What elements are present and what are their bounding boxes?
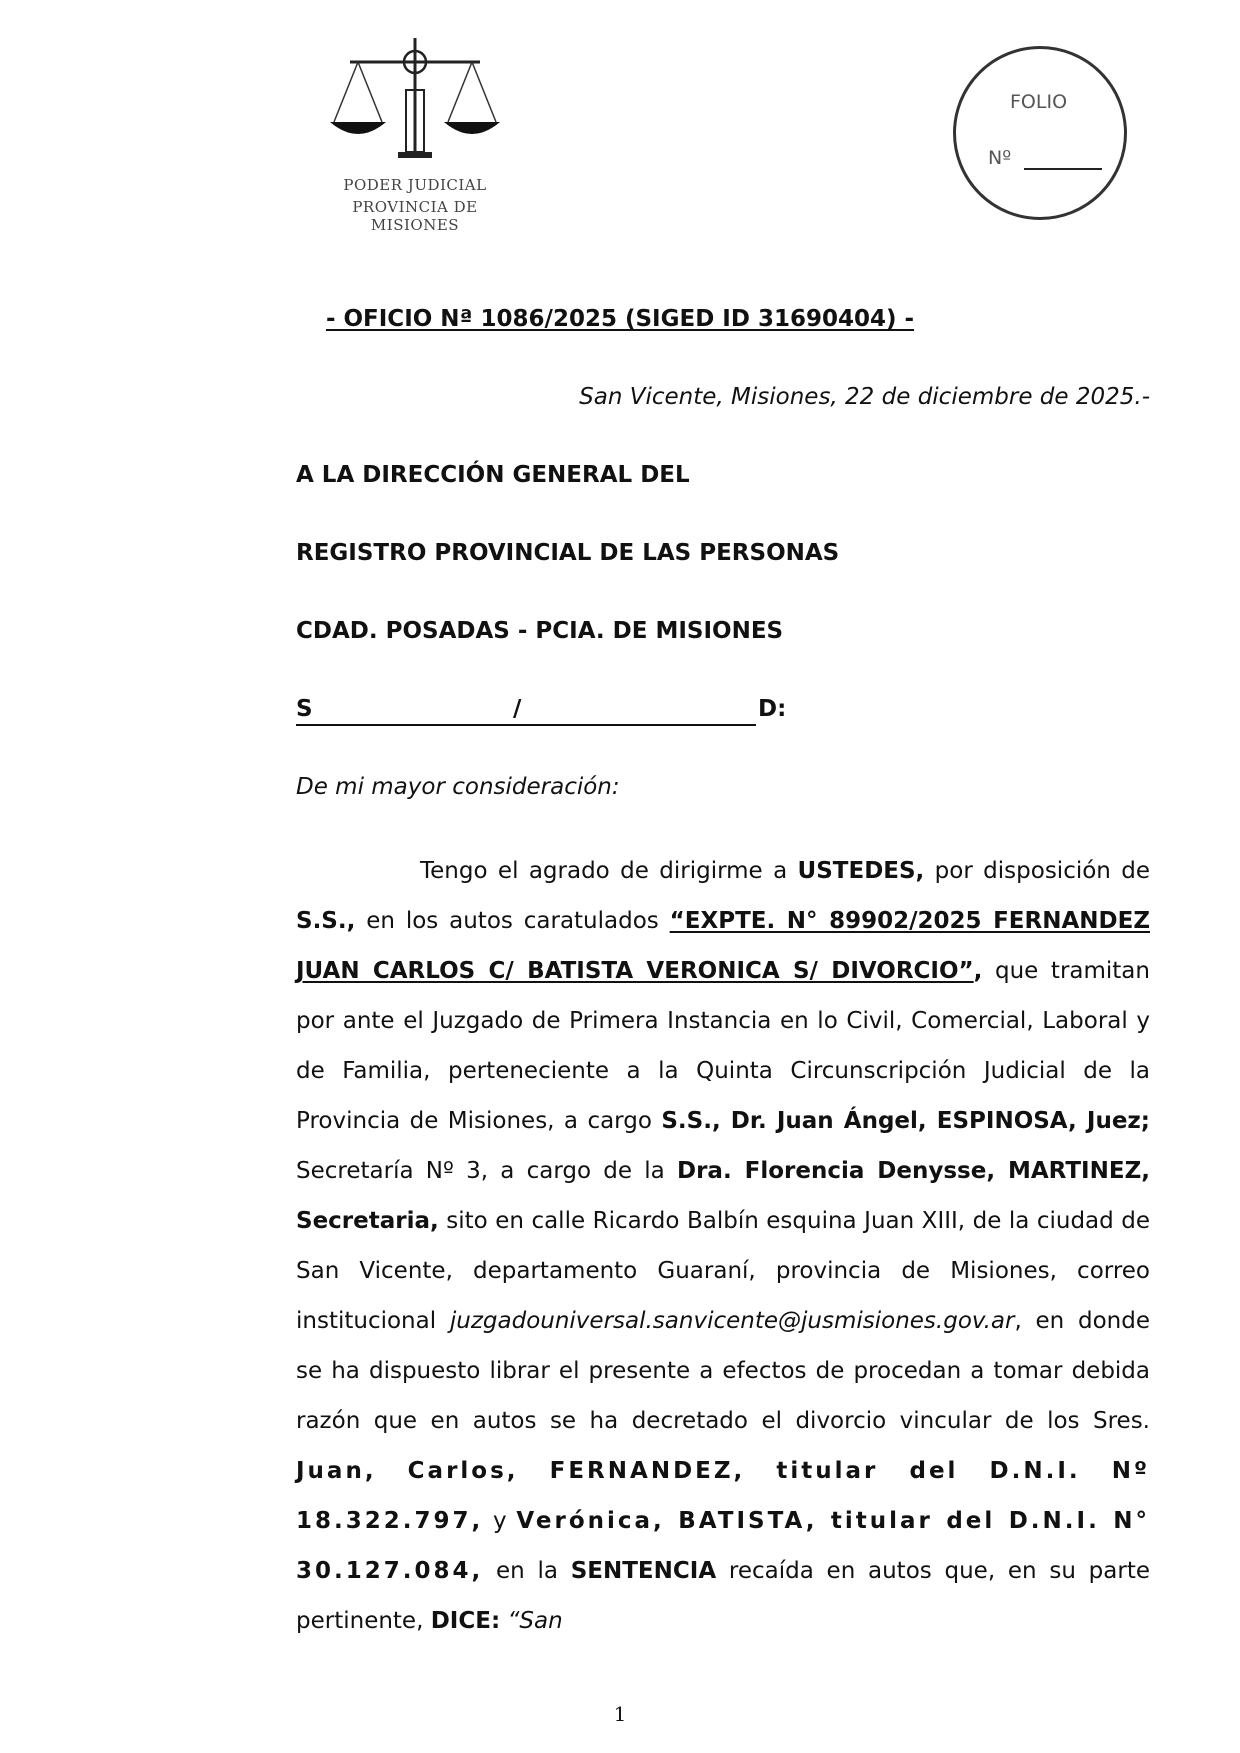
folio-label: FOLIO	[1010, 91, 1068, 113]
page-number: 1	[613, 1702, 627, 1726]
sd-slash: /	[513, 696, 522, 722]
body-text-segment: recaída en autos que, en su parte pertinente,	[296, 1558, 1150, 1634]
sd-s: S	[296, 696, 313, 722]
body-bold-sentencia: SENTENCIA	[570, 1558, 717, 1584]
addressee-line-2: REGISTRO PROVINCIAL DE LAS PERSONAS	[296, 540, 840, 566]
body-text-segment: Tengo el agrado de dirigirme a	[420, 858, 798, 884]
folio-stamp	[953, 46, 1127, 220]
sd-d: D:	[758, 696, 787, 722]
body-text-segment: en los autos caratulados	[355, 908, 670, 934]
body-bold-comma: ,	[973, 958, 983, 984]
body-text	[296, 846, 1150, 1646]
sd-underline	[296, 724, 756, 726]
folio-number-label: Nº	[988, 147, 1012, 169]
folio-number-line	[1024, 168, 1102, 170]
body-quote-start: “San	[507, 1608, 563, 1634]
body-text-segment: , en donde se ha dispuesto librar el presente a efectos de procedan a tomar debida razón que en autos se ha decretado el divorcio vincular de los Sres.	[296, 1308, 1150, 1434]
body-paragraph	[296, 846, 1150, 1646]
poder-judicial-logo	[310, 30, 520, 234]
addressee-line-1: A LA DIRECCIÓN GENERAL DEL	[296, 462, 690, 488]
body-bold-dice: DICE:	[430, 1608, 501, 1634]
sd-line	[296, 696, 786, 728]
body-text-segment: por disposición de	[924, 858, 1151, 884]
party-batista: Verónica, BATISTA, titular del D.N.I. N° 30.127.084,	[296, 1508, 1151, 1584]
body-bold-ustedes: USTEDES,	[797, 858, 925, 884]
addressee-line-3: CDAD. POSADAS - PCIA. DE MISIONES	[296, 618, 784, 644]
party-fernandez: Juan, Carlos, FERNANDEZ, titular del D.N.I. Nº 18.322.797,	[296, 1458, 1150, 1534]
logo-line-1: PODER JUDICIAL	[343, 176, 487, 194]
body-text-segment: en la	[483, 1558, 571, 1584]
body-text-segment: que tramitan por ante el Juzgado de Primera Instancia en lo Civil, Comercial, Laboral y de Familia, perteneciente a la Quinta Circunscripción Judicial de la Provincia de Misiones, a cargo	[296, 958, 1150, 1134]
body-bold-ss: S.S.,	[296, 908, 356, 934]
judge-name: S.S., Dr. Juan Ángel, ESPINOSA, Juez;	[661, 1108, 1151, 1134]
scales-of-justice-icon	[328, 30, 502, 170]
oficio-title-text: - OFICIO Nª 1086/2025 (SIGED ID 31690404) -	[325, 306, 915, 332]
greeting: De mi mayor consideración:	[296, 774, 620, 800]
logo-line-2: PROVINCIA DE MISIONES	[352, 198, 478, 234]
oficio-title	[0, 306, 1240, 332]
body-text-segment: Secretaría Nº 3, a cargo de la	[296, 1158, 677, 1184]
case-caption: “EXPTE. N° 89902/2025 FERNANDEZ JUAN CARLOS C/ BATISTA VERONICA S/ DIVORCIO”	[296, 908, 1151, 984]
institutional-email: juzgadouniversal.sanvicente@jusmisiones.gov.ar	[449, 1308, 1015, 1334]
body-text-segment: y	[483, 1508, 517, 1534]
body-text-segment: sito en calle Ricardo Balbín esquina Juan XIII, de la ciudad de San Vicente, departamento Guaraní, provincia de Misiones, correo institucional	[296, 1208, 1150, 1334]
date-line: San Vicente, Misiones, 22 de diciembre de 2025.-	[579, 384, 1150, 410]
secretary-name: Dra. Florencia Denysse, MARTINEZ, Secretaria,	[296, 1158, 1150, 1234]
